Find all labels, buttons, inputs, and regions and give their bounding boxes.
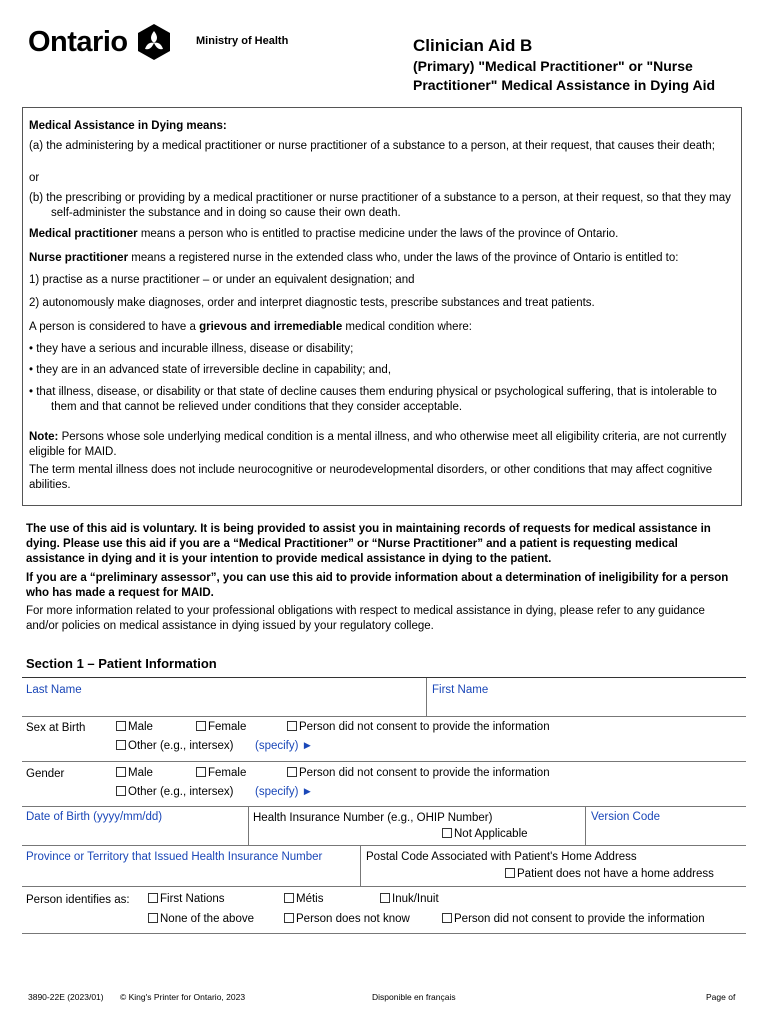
maid-definition-a: (a) the administering by a medical practitioner or nurse practitioner of a substance to a person, at their request, that causes their death; <box>29 140 715 152</box>
maid-heading: Medical Assistance in Dying means: <box>29 120 227 132</box>
ontario-logo-text: Ontario <box>28 26 128 58</box>
does-not-know-checkbox[interactable]: Person does not know <box>284 912 410 927</box>
no-home-address-checkbox[interactable]: Patient does not have a home address <box>505 867 714 882</box>
sex-specify-field[interactable]: (specify) ► <box>255 740 314 752</box>
sex-female-checkbox[interactable]: Female <box>196 720 246 735</box>
nurse-practitioner-definition: Nurse practitioner means a registered nurse in the extended class who, under the laws of the province of Ontario is entitled to: <box>29 252 679 264</box>
grievous-bullet-1: • they have a serious and incurable illness, disease or disability; <box>29 343 354 355</box>
metis-checkbox[interactable]: Métis <box>284 892 323 907</box>
gender-female-checkbox[interactable]: Female <box>196 766 246 781</box>
date-of-birth-field[interactable]: Date of Birth (yyyy/mm/dd) <box>26 811 163 823</box>
medical-practitioner-definition: Medical practitioner means a person who is entitled to practise medicine under the laws of the province of Ontario. <box>29 228 619 240</box>
note-text: Note: Persons whose sole underlying medical condition is a mental illness, and who otherwise meet all eligibility criteria, are not currently eligible for MAID. <box>29 431 727 458</box>
maid-definition-b: (b) the prescribing or providing by a medical practitioner or nurse practitioner of a substance to a person, at their request, so that they may self-administer the substance and in doing so cause their own death. <box>29 192 731 219</box>
health-insurance-number-field[interactable]: Health Insurance Number (e.g., OHIP Number) <box>253 812 493 824</box>
sex-no-consent-checkbox[interactable]: Person did not consent to provide the information <box>287 720 550 735</box>
np-condition-1: 1) practise as a nurse practitioner – or under an equivalent designation; and <box>29 274 415 286</box>
gender-no-consent-checkbox[interactable]: Person did not consent to provide the information <box>287 766 550 781</box>
form-number: 3890-22E (2023/01) <box>28 992 104 1002</box>
mental-illness-text: The term mental illness does not include neurocognitive or neurodevelopmental disorders, or other conditions that may affect cognitive abilities. <box>29 464 713 491</box>
page-title: Clinician Aid B <box>413 36 533 55</box>
last-name-field[interactable]: Last Name <box>26 684 82 696</box>
postal-code-field[interactable]: Postal Code Associated with Patient's Home Address <box>366 851 637 863</box>
province-territory-field[interactable]: Province or Territory that Issued Health Insurance Number <box>26 851 323 863</box>
first-name-field[interactable]: First Name <box>432 684 489 696</box>
grievous-bullet-2: • they are in an advanced state of irreversible decline in capability; and, <box>29 364 392 376</box>
sex-male-checkbox[interactable]: Male <box>116 720 153 735</box>
inuk-inuit-checkbox[interactable]: Inuk/Inuit <box>380 892 439 907</box>
page-subtitle: (Primary) "Medical Practitioner" or "Nurse Practitioner" Medical Assistance in Dying Aid <box>413 58 716 93</box>
french-availability: Disponible en français <box>372 992 456 1002</box>
identifies-as-label: Person identifies as: <box>26 894 130 906</box>
identity-no-consent-checkbox[interactable]: Person did not consent to provide the information <box>442 912 705 927</box>
none-of-above-checkbox[interactable]: None of the above <box>148 912 254 927</box>
version-code-field[interactable]: Version Code <box>591 811 661 823</box>
ministry-name: Ministry of Health <box>196 35 289 47</box>
or-text: or <box>29 172 40 184</box>
sex-other-checkbox[interactable]: Other (e.g., intersex) <box>116 739 233 754</box>
copyright: © King's Printer for Ontario, 2023 <box>120 992 246 1002</box>
gender-other-checkbox[interactable]: Other (e.g., intersex) <box>116 785 233 800</box>
more-info-text: For more information related to your professional obligations with respect to medical assistance in dying, please refer to any guidance and/or policies on medical assistance in dying issued by your regulatory college. <box>26 605 705 632</box>
hin-not-applicable-checkbox[interactable]: Not Applicable <box>442 827 528 842</box>
gender-label: Gender <box>26 768 65 780</box>
gender-specify-field[interactable]: (specify) ► <box>255 786 314 798</box>
trillium-logo-icon <box>134 22 174 62</box>
gender-male-checkbox[interactable]: Male <box>116 766 153 781</box>
grievous-bullet-3: • that illness, disease, or disability or that state of decline causes them enduring physical or psychological suffering, that is intolerable to them and that cannot be relieved under conditions that they consider acceptable. <box>29 386 717 413</box>
voluntary-notice: The use of this aid is voluntary. It is being provided to assist you in maintaining records of requests for medical assistance in dying. Please use this aid if you are a “Medical Practitioner” or “Nurse Practitioner” and a patient is requesting medical assistance in dying and it is your intention to provide medical assistance in dying to the patient. <box>26 523 711 565</box>
np-condition-2: 2) autonomously make diagnoses, order and interpret diagnostic tests, prescribe substances and treat patients. <box>29 297 595 309</box>
preliminary-assessor-notice: If you are a “preliminary assessor”, you can use this aid to provide information about a determination of ineligibility for a person who has made a request for MAID. <box>26 572 729 599</box>
section-1-heading: Section 1 – Patient Information <box>26 656 217 671</box>
first-nations-checkbox[interactable]: First Nations <box>148 892 225 907</box>
page-number: Page of <box>706 992 736 1002</box>
sex-at-birth-label: Sex at Birth <box>26 722 86 734</box>
grievous-definition: A person is considered to have a grievous and irremediable medical condition where: <box>29 321 472 333</box>
